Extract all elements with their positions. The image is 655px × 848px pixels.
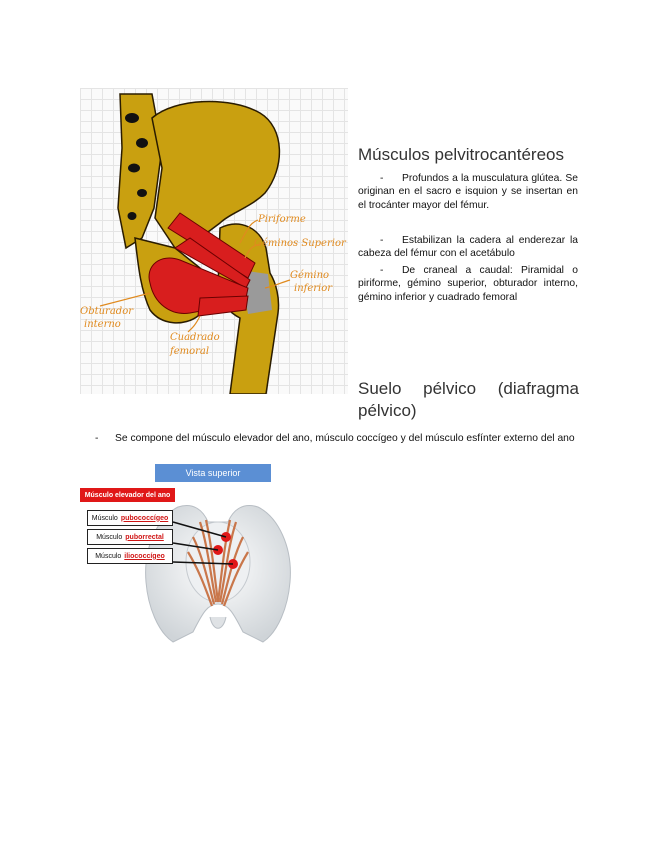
dash-marker: -: [95, 433, 99, 444]
section-heading-pelvitrocantereos: Músculos pelvitrocantéreos: [358, 145, 564, 164]
box-name-puborrectal: puborrectal: [125, 533, 164, 541]
dash-marker: -: [380, 235, 384, 246]
label-piriforme: Piriforme: [258, 214, 306, 225]
label-obturador-line1: Obturador: [80, 306, 134, 317]
label-gemino-inferior-line2: inferior: [294, 283, 333, 294]
heading-word-4: pélvico): [358, 401, 417, 420]
dash-marker: -: [380, 173, 384, 184]
hip-muscles-illustration: [80, 88, 348, 394]
label-obturador-line2: interno: [84, 319, 121, 330]
box-name-iliococcigeo: iliococcígeo: [124, 552, 165, 560]
box-puborrectal: [87, 529, 173, 545]
list-item-text: Se compone del músculo elevador del ano, músculo coccígeo y del músculo esfínter externo del ano: [115, 433, 575, 444]
heading-word-1: Suelo: [358, 379, 402, 398]
label-elevador-del-ano: Músculo elevador del ano: [80, 488, 175, 502]
box-prefix: Músculo: [96, 533, 123, 541]
heading-line-2: [358, 400, 579, 422]
box-pubococcigeo: [87, 510, 173, 526]
section-heading-suelo-pelvico: [358, 378, 579, 422]
bullet-paragraph-3: [358, 264, 578, 304]
bullet-paragraph-1: [358, 172, 578, 212]
box-iliococcigeo: [87, 548, 173, 564]
heading-word-3: (diafragma: [497, 379, 579, 398]
label-cuadrado-line2: femoral: [170, 346, 210, 357]
box-prefix: Músculo: [95, 552, 122, 560]
label-gemino-inferior-line1: Gémino: [290, 270, 330, 281]
bullet-text-2: Estabilizan la cadera al enderezar la cabeza del fémur con el acetábulo: [358, 235, 578, 260]
box-prefix: Músculo: [91, 514, 118, 522]
label-gemino-superior: Géminos Superior: [254, 238, 346, 249]
list-item-suelo-pelvico: [95, 432, 580, 445]
bullet-text-3: De craneal a caudal: Piramidal o piriforme, gémino superior, obturador interno, gémino inferior y cuadrado femoral: [358, 265, 578, 303]
bullet-paragraph-2: [358, 234, 578, 261]
heading-line-1: [358, 378, 579, 400]
dash-marker: -: [380, 265, 384, 276]
label-cuadrado-line1: Cuadrado: [170, 332, 220, 343]
figure-title-vista-superior: Vista superior: [155, 464, 271, 482]
box-name-pubococcigeo: pubococcígeo: [120, 514, 169, 522]
bullet-text-1: Profundos a la musculatura glútea. Se originan en el sacro e isquion y se insertan en el trocánter mayor del fémur.: [358, 173, 578, 211]
heading-word-2: pélvico: [423, 379, 477, 398]
